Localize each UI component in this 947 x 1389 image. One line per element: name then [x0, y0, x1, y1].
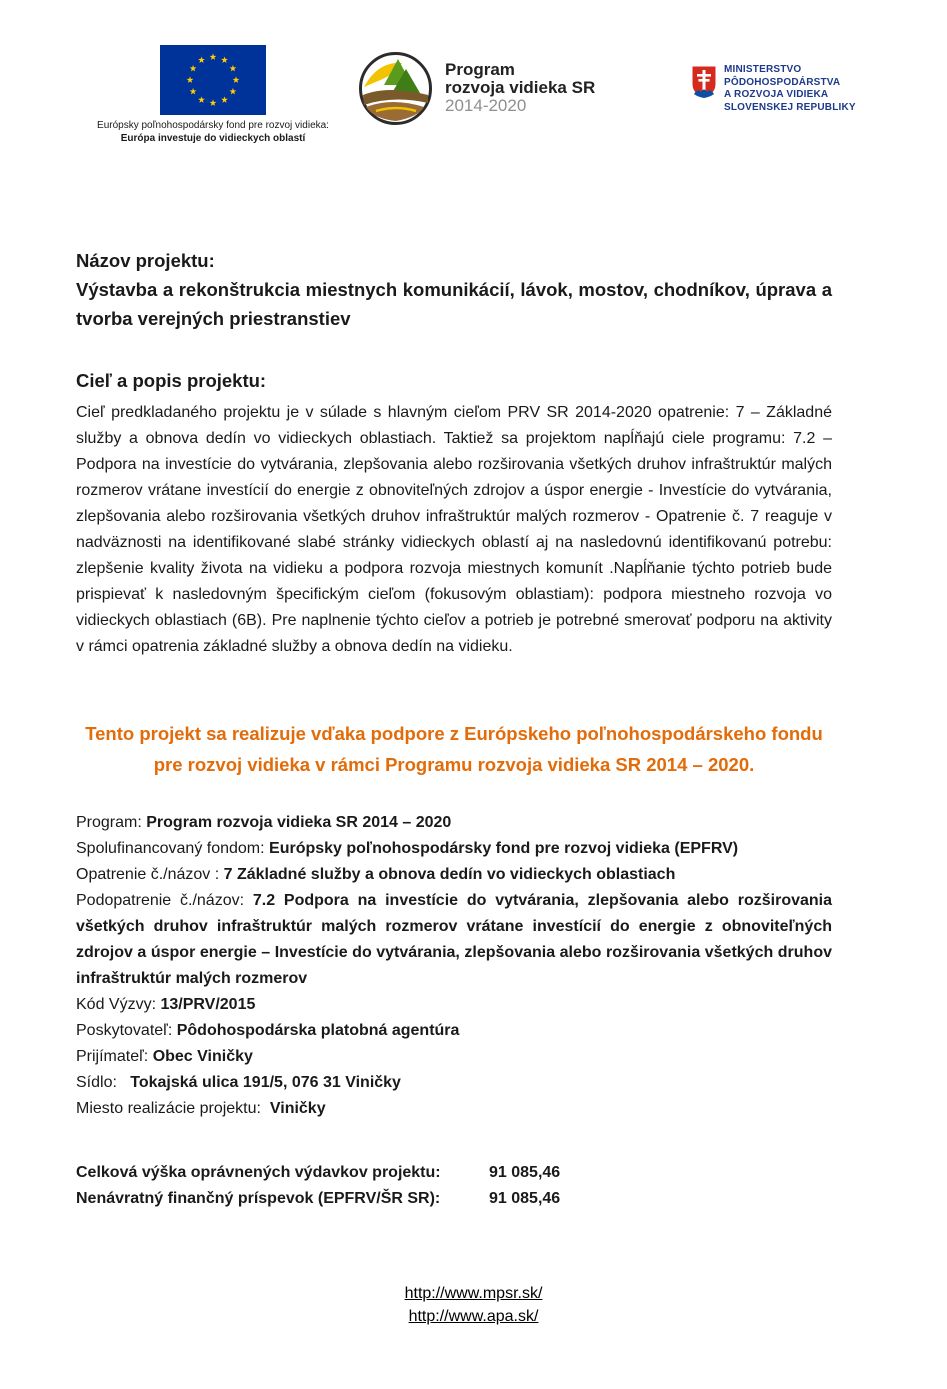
prv-title-line2: rozvoja vidieka SR: [445, 78, 596, 97]
finance-summary: [76, 1160, 832, 1212]
meta-measure: Opatrenie č./názov : 7 Základné služby a obnova dedín vo vidieckych oblastiach: [76, 866, 676, 883]
finance-label: Celková výška oprávnených výdavkov projektu:: [76, 1164, 441, 1181]
finance-value: 91 085,46: [489, 1190, 561, 1207]
finance-row-grant: [76, 1186, 832, 1212]
eu-slogan: Európa investuje do vidieckych oblastí: [120, 133, 306, 144]
eu-caption: Európsky poľnohospodársky fond pre rozvoj vidieka:: [97, 120, 329, 131]
slovak-coat-of-arms-icon: [690, 64, 718, 100]
eu-logo-block: [78, 45, 348, 145]
meta-call-code: Kód Výzvy: 13/PRV/2015: [76, 996, 256, 1013]
prv-title-line1: Program: [445, 60, 515, 79]
meta-recipient: Prijímateľ: Obec Viničky: [76, 1048, 253, 1065]
project-name-heading: Názov projektu:: [76, 250, 215, 271]
eu-flag-icon: [160, 45, 266, 115]
meta-submeasure: Podopatrenie č./názov: 7.2 Podpora na investície do vytvárania, zlepšovania alebo rozširovania všetkých druhov infraštruktúr malých rozmerov vrátane investícií do energie z obnoviteľných zdrojov a úspor energie – Investície do vytvárania, zlepšovania alebo rozširovania všetkých druhov infraštruktúr malých rozmerov: [76, 892, 833, 987]
finance-value: 91 085,46: [489, 1164, 561, 1181]
link-mpsr[interactable]: http://www.mpsr.sk/: [404, 1285, 543, 1302]
meta-seat: Sídlo: Tokajská ulica 191/5, 076 31 Viničky: [76, 1074, 401, 1091]
ministry-line-2: PÔDOHOSPODÁRSTVA: [724, 76, 841, 88]
meta-program: Program: Program rozvoja vidieka SR 2014 – 2020: [76, 814, 452, 831]
goal-paragraph: Cieľ predkladaného projektu je v súlade s hlavným cieľom PRV SR 2014-2020 opatrenie: 7 – Základné služby a obnova dedín vo vidieckych oblastiach. Taktiež sa projektom napĺňajú ciele programu: 7.2 – Podpora na investície do vytvárania, zlepšovania alebo rozširovania všetkých druhov infraštruktúr malých rozmerov vrátane investícií do energie z obnoviteľných zdrojov a úspor energie - Investície do vytvárania, zlepšovania alebo rozširovania všetkých druhov infraštruktúr malých rozmerov - Opatrenie č. 7 reaguje v nadväznosti na identifikované slabé stránky vidieckych oblastí aj na nasledovnú identifikovanú potrebu: zlepšenie kvality života na vidieku a podpora rozvoja miestnych komunít .Napĺňanie týchto potrieb bude prispievať k nasledovným špecifickým cieľom (fokusovým oblastiam): podpora miestneho rozvoja vo vidieckych oblastiach (6B). Pre naplnenie týchto cieľov a potrieb je potrebné smerovať podporu na aktivity v rámci opatrenia základné služby a obnova dedín na vidieku.: [76, 404, 832, 655]
support-notice: Tento projekt sa realizuje vďaka podpore z Európskeho poľnohospodárskeho fondu pre rozvoj vidieka v rámci Programu rozvoja vidieka SR 2014 – 2020.: [85, 723, 823, 775]
prv-logo-block: [358, 48, 595, 128]
meta-location: Miesto realizácie projektu: Viničky: [76, 1100, 326, 1117]
link-apa[interactable]: http://www.apa.sk/: [408, 1308, 539, 1325]
footer-links: [0, 1282, 947, 1328]
finance-label: Nenávratný finančný príspevok (EPFRV/ŠR SR):: [76, 1190, 441, 1207]
ministry-logo-block: [690, 64, 856, 114]
ministry-line-4: SLOVENSKEJ REPUBLIKY: [724, 101, 856, 113]
project-name: Výstavba a rekonštrukcia miestnych komunikácií, lávok, mostov, chodníkov, úprava a tvorba verejných priestranstiev: [76, 279, 832, 329]
meta-provider: Poskytovateľ: Pôdohospodárska platobná agentúra: [76, 1022, 460, 1039]
ministry-line-1: MINISTERSTVO: [724, 64, 802, 75]
meta-fund: Spolufinancovaný fondom: Európsky poľnohospodársky fond pre rozvoj vidieka (EPFRV): [76, 840, 739, 857]
prv-years: 2014-2020: [445, 96, 527, 115]
finance-row-eligible: [76, 1160, 832, 1186]
project-metadata: [76, 810, 832, 1122]
project-name-section: [76, 246, 832, 333]
goal-heading: Cieľ a popis projektu:: [76, 370, 267, 391]
ministry-line-3: A ROZVOJA VIDIEKA: [724, 89, 829, 100]
prv-logo-icon: [358, 51, 433, 126]
